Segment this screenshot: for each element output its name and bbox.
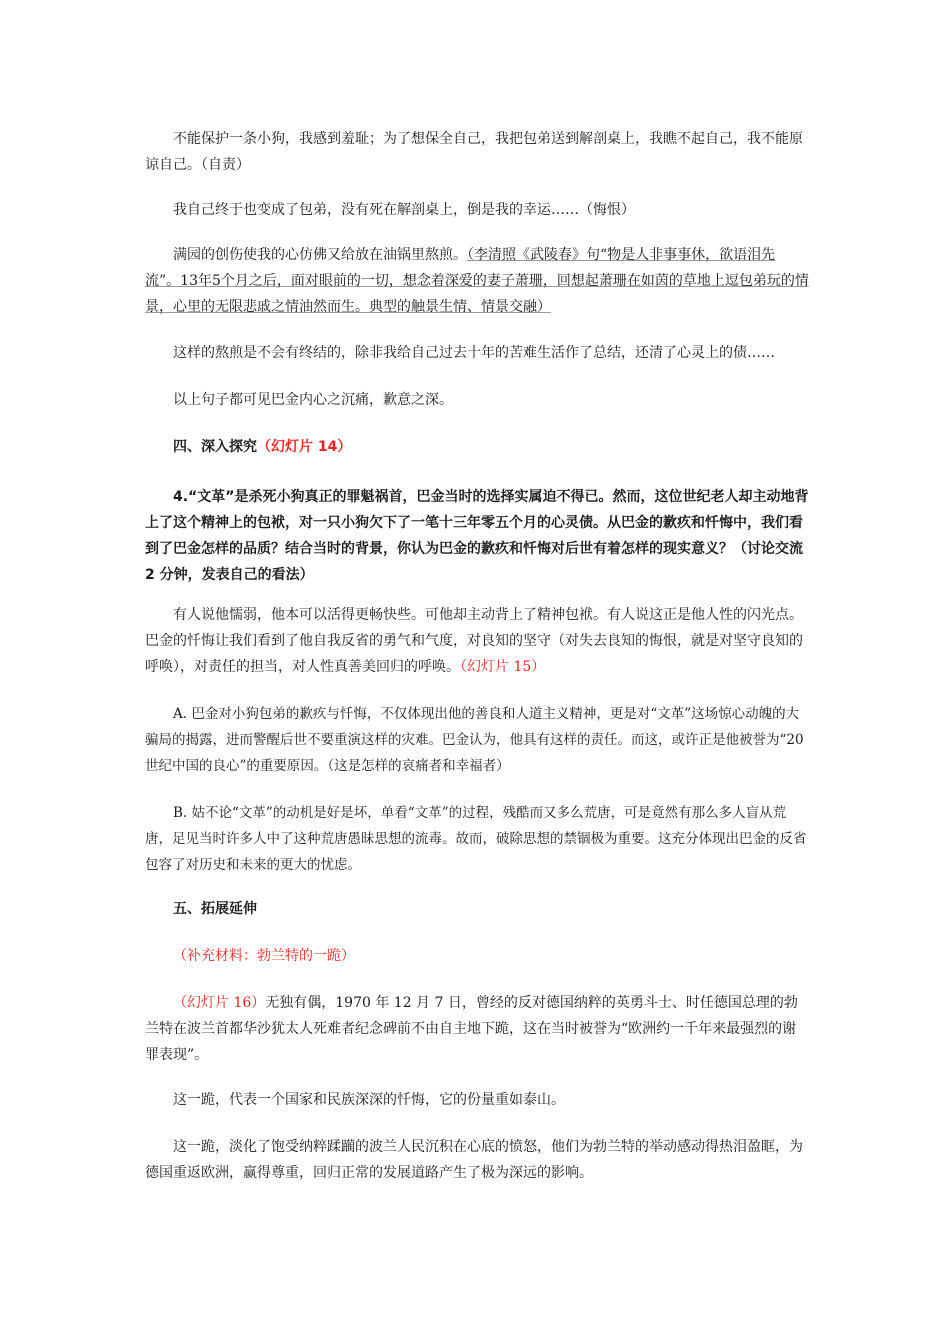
paragraph-brandt bbox=[145, 990, 810, 1068]
paragraph-torment: 这样的熬煎是不会有终结的，除非我给自己过去十年的苦难生活作了总结，还清了心灵上的债…… bbox=[173, 345, 775, 361]
slide-ref-14: （幻灯片 14） bbox=[257, 439, 352, 455]
paragraph-self-blame: 不能保护一条小狗，我感到羞耻；为了想保全自己，我把包弟送到解剖桌上，我瞧不起自己，我不能原谅自己。（自责） bbox=[145, 131, 803, 173]
paragraph-garden bbox=[145, 242, 810, 320]
paragraph-brandt-main: 无独有偶，1970 年 12 月 7 日，曾经的反对德国纳粹的英勇斗士、时任德国总理的勃兰特在波兰首都华沙犹太人死难者纪念碑前不由自主地下跪，这在当时被誉为“欧洲约一千年来最强烈的谢罪表现”。 bbox=[145, 995, 798, 1063]
supplement-label: （补充材料：勃兰特的一跪） bbox=[173, 948, 355, 964]
paragraph-summary: 以上句子都可见巴金内心之沉痛，歉意之深。 bbox=[173, 392, 453, 408]
paragraph-garden-main: 满园的创伤使我的心仿佛又给放在油锅里熬煎。 bbox=[173, 247, 467, 263]
slide-ref-15: （幻灯片 15） bbox=[460, 659, 546, 675]
paragraph-kneel-impact: 这一跪，淡化了饱受纳粹蹂躏的波兰人民沉积在心底的愤怒，他们为勃兰特的举动感动得热泪盈眶，为德国重返欧洲，赢得尊重，回归正常的发展道路产生了极为深远的影响。 bbox=[145, 1139, 803, 1181]
point-b: B. 姑不论“文革”的动机是好是坏，单看“文革”的过程，残酷而又多么荒唐，可是竟然有那么多人盲从荒唐，足见当时许多人中了这种荒唐愚昧思想的流毒。故而，破除思想的禁锢极为重要。这充分体现出巴金的反省包容了对历史和未来的更大的忧虑。 bbox=[145, 805, 807, 873]
section-heading-5: 五、拓展延伸 bbox=[173, 901, 257, 917]
section-heading-4 bbox=[145, 434, 810, 460]
question-4: 4.“文革”是杀死小狗真正的罪魁祸首，巴金当时的选择实属迫不得已。然而，这位世纪老人却主动地背上了这个精神上的包袱，对一只小狗欠下了一笔十三年零五个月的心灵债。从巴金的歉疚和忏悔中，我们看到了巴金怎样的品质？结合当时的背景，你认为巴金的歉疚和忏悔对后世有着怎样的现实意义？（讨论交流 2 分钟，发表自己的看法） bbox=[145, 489, 809, 583]
paragraph-answer bbox=[145, 602, 810, 680]
paragraph-answer-main: 有人说他懦弱，他本可以活得更畅快些。可他却主动背上了精神包袱。有人说这正是他人性的闪光点。巴金的忏悔让我们看到了他自我反省的勇气和气度，对良知的坚守（对失去良知的悔恨，就是对坚守良知的呼唤），对责任的担当，对人性真善美回归的呼唤。 bbox=[145, 607, 803, 675]
paragraph-kneel-meaning: 这一跪，代表一个国家和民族深深的忏悔，它的份量重如泰山。 bbox=[173, 1092, 565, 1108]
annotation-note: （李清照《武陵春》句“物是人非事事休，欲语泪先流”。13年5个月之后，面对眼前的一切，想念着深爱的妻子萧珊，回想起萧珊在如茵的草地上逗包弟玩的情景，心里的无限悲戚之情油然而生。典型的触景生情、情景交融） bbox=[145, 247, 809, 315]
point-a: A. 巴金对小狗包弟的歉疚与忏悔，不仅体现出他的善良和人道主义精神，更是对“文革”这场惊心动魄的大骗局的揭露，进而警醒后世不要重演这样的灾难。巴金认为，他具有这样的责任。而这，或许正是他被誉为“20世纪中国的良心”的重要原因。（这是怎样的哀痛者和幸福者） bbox=[145, 706, 804, 774]
section-heading-4-text: 四、深入探究 bbox=[173, 439, 257, 455]
paragraph-regret: 我自己终于也变成了包弟，没有死在解剖桌上，倒是我的幸运……（悔恨） bbox=[173, 202, 635, 218]
slide-ref-16: （幻灯片 16） bbox=[173, 995, 266, 1011]
